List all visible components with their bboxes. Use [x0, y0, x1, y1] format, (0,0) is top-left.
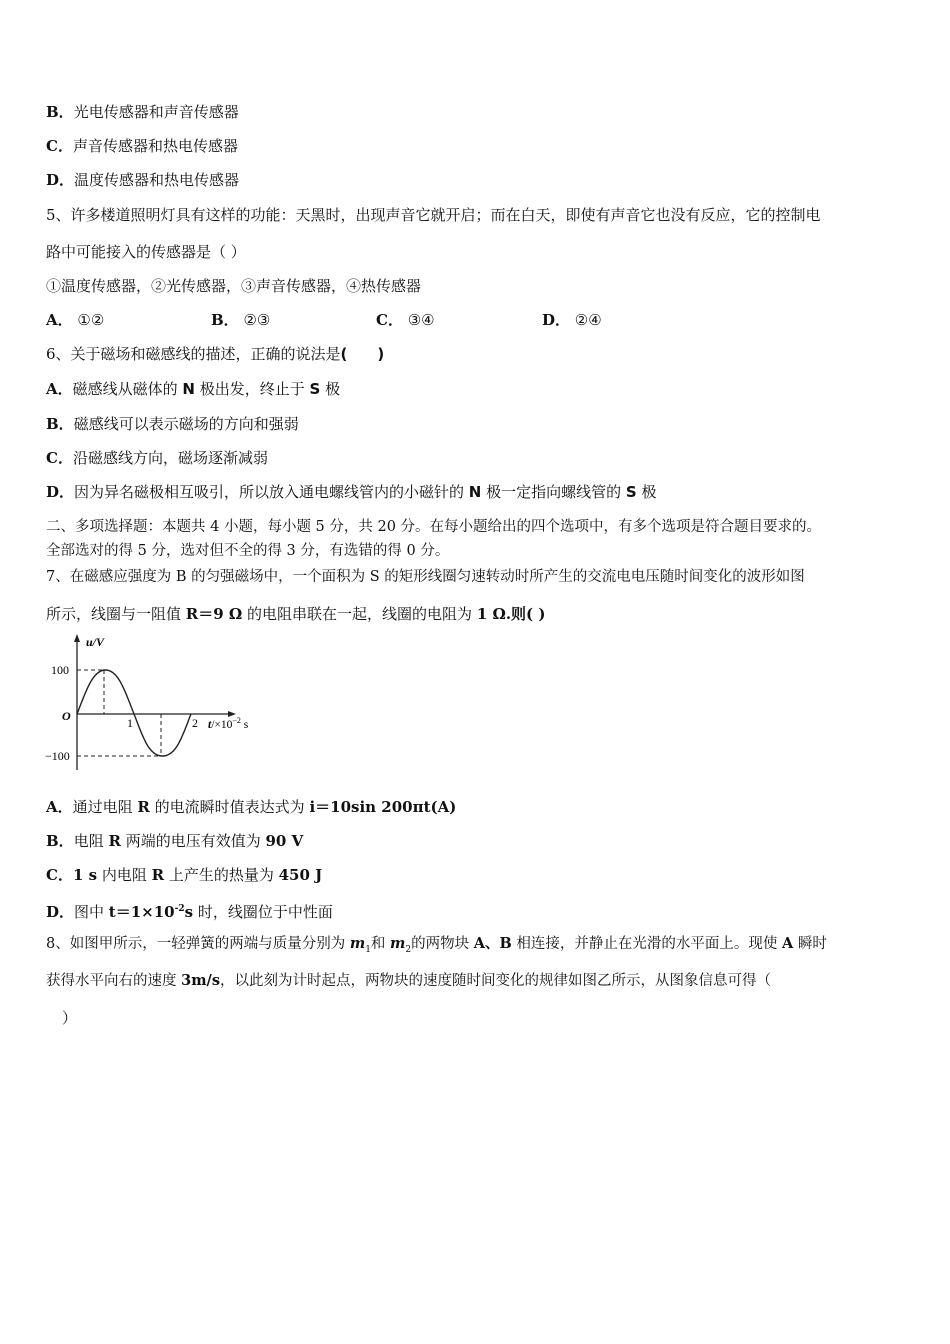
q6-stem	[46, 344, 384, 364]
option-text: 因为异名磁极相互吸引，所以放入通电螺线管内的小磁针的	[74, 483, 469, 501]
option-text: 上产生的热量为	[164, 866, 279, 884]
option-text: 极一定指向螺线管的	[481, 483, 626, 501]
option-label: B．	[46, 832, 74, 850]
q5-stem-line1: 5、许多楼道照明灯具有这样的功能：天黑时，出现声音它就开启；而在白天，即使有声音它也没有反应，它的控制电	[46, 206, 821, 224]
option-text: 时，线圈位于中性面	[193, 903, 333, 921]
mass-symbol: m	[349, 935, 366, 952]
block-labels: A、B	[473, 935, 512, 952]
stem-text: 和	[370, 936, 391, 952]
y-tick-100: 100	[51, 663, 69, 677]
pole-n: N	[468, 483, 482, 501]
option-label: A．	[46, 798, 73, 816]
q6-option-b	[46, 414, 299, 434]
option-math: R	[108, 832, 121, 850]
mass-symbol: m	[390, 935, 406, 952]
option-text: 内电阻	[97, 866, 152, 884]
option-label: C．	[46, 866, 73, 884]
stem-text: 8、如图甲所示，一轻弹簧的两端与质量分别为	[46, 936, 350, 952]
x-tick-1: 1	[127, 716, 133, 730]
y-tick-minus100: −100	[45, 749, 70, 763]
answer-paren: 则( )	[511, 605, 546, 623]
option-text: 沿磁感线方向，磁场逐渐减弱	[72, 449, 268, 467]
pole-s: S	[625, 483, 637, 501]
option-label: B．	[46, 415, 74, 433]
q8-stem-line2	[46, 971, 771, 991]
option-text: 的电流瞬时值表达式为	[149, 798, 310, 816]
option-text: 电阻	[73, 832, 109, 850]
option-label: D．	[46, 483, 75, 501]
q5-options	[46, 310, 906, 330]
q5-option-a	[46, 310, 104, 330]
q7-option-d	[46, 899, 333, 922]
q6-option-d	[46, 482, 657, 502]
answer-paren: ( )	[340, 345, 385, 363]
stem-text: 的两物块	[411, 936, 474, 952]
pole-n: N	[182, 380, 195, 398]
q4-option-b	[46, 102, 239, 122]
sine-wave	[77, 670, 191, 756]
mass-subscript: 1	[365, 944, 371, 955]
option-math: R	[137, 798, 150, 816]
y-axis-arrow-icon	[74, 634, 80, 642]
option-text: 两端的电压有效值为	[120, 832, 266, 850]
resistance-value: R＝9 Ω	[185, 605, 243, 623]
option-math: i＝10sin 200πt(A)	[309, 798, 457, 816]
q4-option-c	[46, 136, 238, 156]
exponent: -2	[174, 904, 185, 914]
q5-items: ①温度传感器，②光传感器，③声音传感器，④热传感器	[46, 277, 422, 295]
q5-option-c	[376, 310, 435, 330]
q5-stem-line2: 路中可能接入的传感器是（ ）	[46, 243, 246, 261]
stem-text: 瞬时	[793, 936, 827, 952]
stem-text: 所示，线圈与一阻值	[46, 605, 186, 623]
option-label: C．	[46, 137, 73, 155]
x-axis-label: $t/\times 10^{-2}$ s	[208, 716, 249, 731]
option-math: s	[184, 903, 194, 921]
option-math: t＝1×10	[108, 903, 175, 921]
voltage-time-chart	[40, 632, 280, 772]
pole-s: S	[309, 380, 321, 398]
option-text: 通过电阻	[72, 798, 138, 816]
mass-subscript: 2	[405, 944, 412, 955]
option-text: 光电传感器和声音传感器	[73, 103, 239, 121]
q6-option-a	[46, 379, 340, 399]
q7-option-a	[46, 797, 456, 817]
section2-line1: 二、多项选择题：本题共 4 小题，每小题 5 分，共 20 分。在每小题给出的四个选项中，有多个选项是符合题目要求的。	[46, 519, 822, 535]
option-text: 极	[636, 483, 657, 501]
option-label: D．	[46, 171, 75, 189]
q8-stem-line1	[46, 934, 827, 960]
y-axis-label: u/V	[86, 635, 105, 649]
option-math: 90 V	[265, 832, 304, 850]
origin-label: O	[62, 709, 71, 723]
option-label: A．	[46, 380, 73, 398]
option-text: ②③	[243, 311, 271, 329]
q4-option-d	[46, 170, 239, 190]
option-text: 图中	[74, 903, 109, 921]
stem-text: 6、关于磁场和磁感线的描述，正确的说法是	[46, 345, 341, 363]
stem-text: ，以此刻为计时起点，两物块的速度随时间变化的规律如图乙所示，从图象信息可得（	[220, 973, 772, 989]
q7-stem-line2	[46, 604, 545, 624]
option-text: ①②	[77, 311, 105, 329]
q7-stem-line1: 7、在磁感应强度为 B 的匀强磁场中，一个面积为 S 的矩形线圈匀速转动时所产生的交流电电压随时间变化的波形如图	[46, 569, 805, 585]
block-label: A	[781, 935, 794, 952]
option-text: ③④	[407, 311, 435, 329]
option-text: ②④	[574, 311, 602, 329]
velocity-value: 3m/s	[181, 972, 221, 989]
option-label: B．	[46, 103, 74, 121]
stem-text: 获得水平向右的速度	[46, 973, 182, 989]
option-text: 磁感线从磁体的	[72, 380, 183, 398]
stem-text: 的电阻串联在一起，线圈的电阻为	[242, 605, 477, 623]
option-math: 1 s	[72, 866, 98, 884]
coil-resistance: 1 Ω.	[476, 605, 512, 623]
q8-answer-paren: ）	[62, 1009, 78, 1027]
option-text: 声音传感器和热电传感器	[72, 137, 238, 155]
section2-line2: 全部选对的得 5 分，选对但不全的得 3 分，有选错的得 0 分。	[46, 543, 450, 559]
option-label: D．	[542, 311, 571, 329]
x-tick-2: 2	[192, 716, 198, 730]
q6-option-c	[46, 448, 268, 468]
option-text: 极出发，终止于	[194, 380, 310, 398]
option-math: 450 J	[278, 866, 323, 884]
option-label: C．	[376, 311, 403, 329]
option-text: 极	[320, 380, 341, 398]
q5-option-b	[211, 310, 270, 330]
option-math: R	[151, 866, 165, 884]
option-label: A．	[46, 311, 73, 329]
option-text: 磁感线可以表示磁场的方向和强弱	[73, 415, 299, 433]
option-label: D．	[46, 903, 75, 921]
q7-option-b	[46, 831, 303, 851]
option-label: B．	[211, 311, 239, 329]
stem-text: 相连接，并静止在光滑的水平面上。现使	[511, 936, 782, 952]
q5-option-d	[542, 310, 602, 330]
q7-option-c	[46, 865, 322, 885]
option-text: 温度传感器和热电传感器	[74, 171, 240, 189]
option-label: C．	[46, 449, 73, 467]
